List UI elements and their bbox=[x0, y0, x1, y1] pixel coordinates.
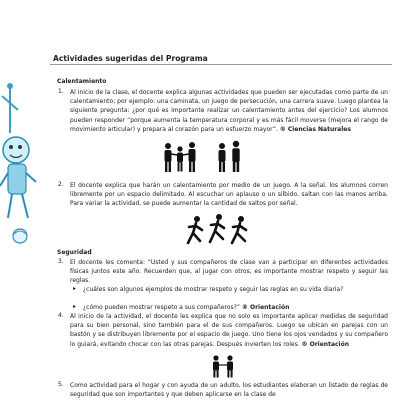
activity-1-number: 1. bbox=[58, 88, 64, 95]
bullet-icon: ▸ bbox=[73, 303, 77, 310]
activity-4-tag: ® Orientación bbox=[301, 340, 350, 348]
children-group-illustration bbox=[160, 140, 250, 174]
activity-3-text: El docente les comenta: “Usted y sus compañeros de clase van a participar en diferentes actividades físicas juntos este año. Recuerden que, al jugar con otros, es importante mostrar respeto y seguir las reglas. bbox=[70, 259, 388, 285]
activity-3-bullet-2: ¿cómo pueden mostrar respeto a sus compañeros?” ® Orientación bbox=[83, 304, 290, 311]
activity-2-text: El docente explica que harán un calentamiento por medio de un juego. A la señal, los alumnos corren libremente por un espacio delimitado. Al escuchar un aplauso o un silbido, saltan con las manos arriba. Para variar la actividad, se puede aumentar la cantidad de saltos por señal. bbox=[70, 182, 388, 208]
title-divider bbox=[50, 64, 392, 65]
activity-3-bullet-1: ¿cuáles son algunos ejemplos de mostrar respeto y seguir las reglas en su vida diaria? bbox=[83, 286, 344, 293]
page-title: Actividades sugeridas del Programa bbox=[53, 54, 208, 63]
activity-4-number: 4. bbox=[58, 312, 64, 319]
activity-1-tag: ® Ciencias Naturales bbox=[279, 125, 351, 133]
activity-3-number: 3. bbox=[58, 258, 64, 265]
activity-4-text: Al inicio de la actividad, el docente les explica que no solo es importante aplicar medidas de seguridad para su bien personal, sino también para el de sus compañeros. Luego se ubican en parejas con un bastón y se distribuyen libremente por el espacio de juego. Uno tiene los ojos vendados y su compañero lo guiará, evitando chocar con las otras parejas. Después invierten los roles. ® Orientación bbox=[70, 313, 388, 348]
pair-with-stick-illustration bbox=[208, 354, 238, 378]
section-heading-warmup: Calentamiento bbox=[57, 78, 107, 85]
activity-1-text: Al inicio de la clase, el docente explica algunas actividades que pueden ser ejecutadas como parte de un calentamiento; por ejemplo: una caminata, un juego de persecución, una carrera suave. Luego plantea la siguiente pregunta: ¿por qué es importante realizar un calentamiento antes del ejercicio? Los alumnos pueden responder “porque aumenta la temperatura corporal y es más fácil moverse (mejora el rango de movimiento articular) y prepara al corazón para un esfuerzo mayor”. ® Ciencias Naturales bbox=[70, 89, 388, 133]
character-illustration bbox=[0, 78, 40, 318]
running-children-illustration bbox=[186, 213, 256, 247]
activity-5-text: Como actividad para el hogar y con ayuda de un adulto, los estudiantes elaboran un listado de reglas de seguridad que son importantes y que deben aplicarse en la clase de bbox=[70, 382, 388, 399]
activity-5-number: 5. bbox=[58, 381, 64, 388]
bullet-icon: ▸ bbox=[73, 285, 77, 292]
activity-3-tag: ® Orientación bbox=[241, 304, 290, 311]
section-heading-safety: Seguridad bbox=[57, 249, 92, 256]
activity-2-number: 2. bbox=[58, 181, 64, 188]
